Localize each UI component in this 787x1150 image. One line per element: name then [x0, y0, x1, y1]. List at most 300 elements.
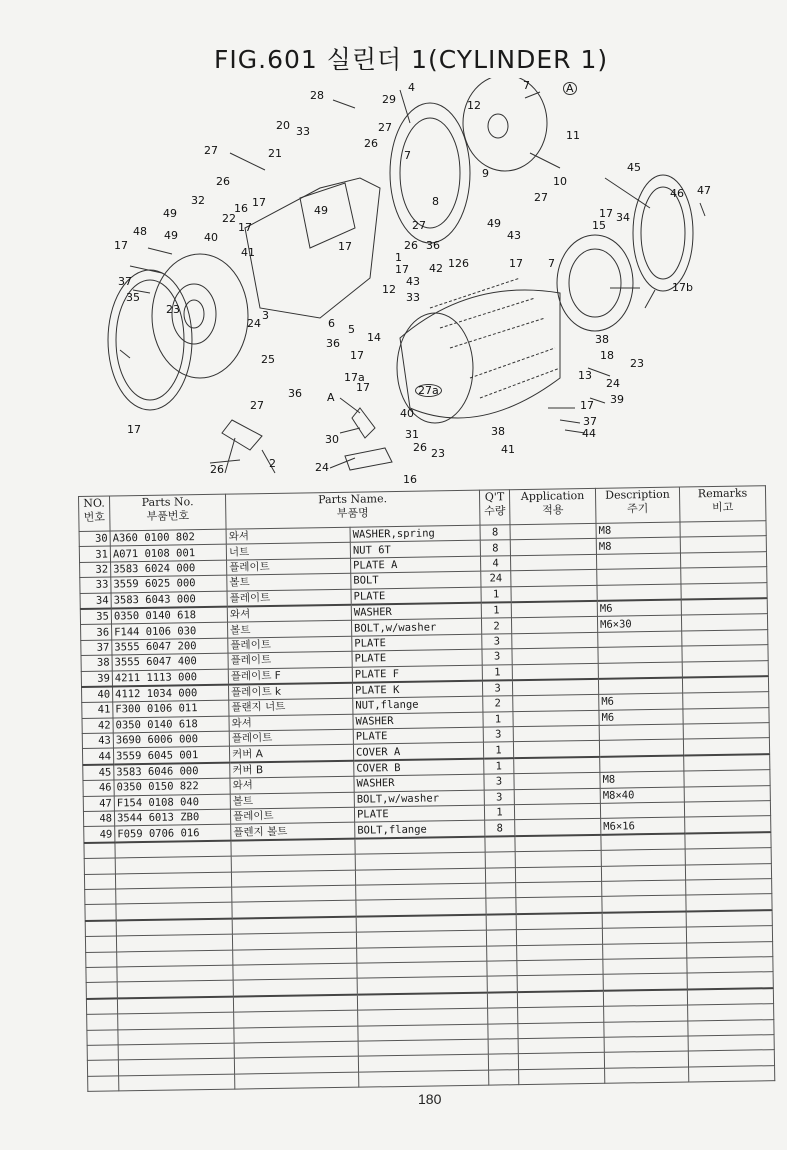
- cell-part-number: 3559 6025 000: [111, 575, 227, 592]
- header-application: Application 적용: [509, 488, 596, 524]
- cell-quantity: [486, 914, 516, 930]
- cell-row-number: 36: [81, 624, 112, 640]
- cell-part-name-korean: 플랜지 너트: [229, 699, 353, 716]
- cell-row-number: [88, 1076, 119, 1092]
- callout-label: 14: [367, 331, 381, 344]
- cell-remarks: [686, 926, 772, 943]
- callout-label: 22: [222, 212, 236, 225]
- cell-part-name-english: PLATE: [352, 649, 482, 666]
- callout-label: 34: [616, 211, 630, 224]
- cell-application: [513, 741, 599, 758]
- cell-description: [598, 677, 682, 694]
- cell-part-name-korean: 볼트: [227, 573, 351, 590]
- cell-part-name-korean: 플레이트: [229, 729, 353, 746]
- cell-application: [514, 773, 600, 790]
- callout-label: 17: [356, 381, 370, 394]
- parts-table-body: [79, 521, 775, 1092]
- cell-quantity: 24: [481, 571, 511, 587]
- callout-label: 24: [315, 461, 329, 474]
- callout-label: 9: [482, 167, 489, 180]
- page-number: 180: [418, 1091, 442, 1107]
- cell-part-name-english: PLATE: [351, 587, 481, 605]
- cell-remarks: [689, 1065, 775, 1082]
- cell-quantity: [488, 1023, 518, 1039]
- cell-description: [601, 865, 685, 882]
- cell-remarks: [680, 536, 766, 553]
- callout-label: 11: [566, 129, 580, 142]
- cell-part-name-korean: [233, 994, 357, 1012]
- cell-quantity: 3: [484, 774, 514, 790]
- cell-remarks: [681, 614, 767, 631]
- callout-label: 28: [310, 89, 324, 102]
- callout-label: 29: [382, 93, 396, 106]
- cell-application: [515, 851, 601, 868]
- cell-application: [514, 803, 600, 820]
- cell-part-number: [117, 980, 233, 998]
- callout-label: 27a: [415, 384, 442, 397]
- cell-remarks: [688, 1004, 774, 1021]
- cell-remarks: [681, 567, 767, 584]
- cell-remarks: [684, 770, 770, 787]
- cell-part-name-english: NUT,flange: [353, 696, 483, 713]
- callout-label: 26: [216, 175, 230, 188]
- cell-application: [512, 632, 598, 649]
- cell-quantity: [486, 883, 516, 899]
- callout-label: A: [563, 82, 577, 95]
- cell-part-name-english: BOLT: [351, 571, 481, 588]
- cell-description: [602, 911, 686, 928]
- cell-row-number: 40: [81, 686, 112, 702]
- cell-application: [516, 881, 602, 898]
- callout-label: 37: [583, 415, 597, 428]
- cell-part-name-korean: 와셔: [230, 776, 354, 793]
- cell-row-number: 46: [83, 780, 114, 796]
- cell-part-name-korean: 플레이트: [228, 636, 352, 653]
- cell-part-number: [119, 1074, 235, 1091]
- cell-row-number: 35: [80, 608, 111, 624]
- cell-application: [512, 679, 598, 696]
- cell-part-number: 0350 0140 618: [113, 716, 229, 733]
- cell-quantity: 1: [481, 602, 511, 618]
- cell-part-number: [118, 1043, 234, 1060]
- cell-part-number: [118, 1028, 234, 1045]
- cell-part-name-korean: [231, 839, 355, 857]
- callout-label: 49: [164, 229, 178, 242]
- cell-application: [513, 710, 599, 727]
- cell-row-number: [86, 998, 117, 1014]
- callout-label: 39: [610, 393, 624, 406]
- cell-description: [603, 973, 687, 990]
- cell-part-name-english: BOLT,w/washer: [354, 790, 484, 807]
- callout-label: 4: [408, 81, 415, 94]
- callout-label: 26: [404, 239, 418, 252]
- cell-application: [516, 913, 602, 930]
- cell-part-name-korean: 너트: [226, 543, 350, 560]
- callout-label: 27: [204, 144, 218, 157]
- cell-row-number: [85, 920, 116, 936]
- cell-remarks: [687, 957, 773, 974]
- cell-row-number: 33: [80, 577, 111, 593]
- callout-label: 27: [412, 219, 426, 232]
- cell-remarks: [683, 723, 769, 740]
- callout-label: 1: [395, 251, 402, 264]
- callout-label: 23: [431, 447, 445, 460]
- cell-part-name-korean: 플레이트: [230, 807, 354, 824]
- cell-quantity: [487, 945, 517, 961]
- callout-label: 17: [238, 221, 252, 234]
- cell-quantity: 3: [483, 727, 513, 743]
- cell-remarks: [682, 660, 768, 677]
- cell-part-name-english: WASHER: [353, 712, 483, 729]
- cell-description: M6: [597, 599, 681, 616]
- cell-application: [510, 554, 596, 571]
- callout-label: 17: [338, 240, 352, 253]
- cell-quantity: [487, 961, 517, 977]
- cell-quantity: [485, 852, 515, 868]
- cell-part-name-english: PLATE: [352, 634, 482, 651]
- cell-part-name-korean: [232, 901, 356, 919]
- callout-label: 6: [328, 317, 335, 330]
- cell-remarks: [687, 941, 773, 958]
- header-part-name: Parts Name. 부품명: [225, 490, 480, 529]
- header-part-number: Parts No. 부품번호: [110, 494, 227, 531]
- cell-description: [603, 943, 687, 960]
- callout-label: 26: [413, 441, 427, 454]
- cell-application: [512, 647, 598, 664]
- cell-application: [510, 523, 596, 540]
- cell-quantity: [485, 867, 515, 883]
- cell-quantity: [489, 1069, 519, 1085]
- cell-application: [517, 975, 603, 992]
- cell-description: [598, 646, 682, 663]
- cell-application: [512, 663, 598, 680]
- callout-label: 36: [326, 337, 340, 350]
- cell-row-number: 38: [81, 655, 112, 671]
- cell-remarks: [685, 832, 771, 849]
- cell-part-number: 3583 6046 000: [114, 763, 230, 781]
- cell-part-number: [115, 840, 231, 858]
- cell-remarks: [681, 582, 767, 599]
- cell-description: [596, 553, 680, 570]
- cell-description: M8: [596, 537, 680, 554]
- cell-part-number: 0350 0150 822: [114, 778, 230, 795]
- callout-label: 13: [578, 369, 592, 382]
- callout-label: 20: [276, 119, 290, 132]
- callout-label: 45: [627, 161, 641, 174]
- header-quantity: Q'T 수량: [479, 490, 510, 525]
- cell-remarks: [683, 738, 769, 755]
- cell-description: M6×30: [597, 615, 681, 632]
- cell-part-number: F059 0706 016: [115, 825, 231, 843]
- cell-part-number: [117, 996, 233, 1014]
- cell-part-name-korean: 볼트: [230, 792, 354, 809]
- cell-quantity: 1: [483, 711, 513, 727]
- callout-label: 33: [406, 291, 420, 304]
- cell-row-number: [84, 858, 115, 874]
- cell-application: [515, 835, 601, 852]
- cell-remarks: [687, 972, 773, 989]
- callout-label: 38: [595, 333, 609, 346]
- callout-label: 17: [509, 257, 523, 270]
- cell-remarks: [684, 754, 770, 771]
- cell-quantity: 1: [481, 586, 511, 602]
- end-plate-part: [152, 254, 248, 378]
- cell-part-name-korean: [233, 979, 357, 997]
- cell-quantity: [485, 836, 515, 852]
- callout-label: 26: [210, 463, 224, 476]
- cell-row-number: 48: [83, 811, 114, 827]
- callout-label: 10: [553, 175, 567, 188]
- callout-label: 126: [448, 257, 469, 270]
- callout-label: 43: [406, 275, 420, 288]
- cell-description: [599, 739, 683, 756]
- cell-part-name-korean: [235, 1072, 359, 1089]
- cell-description: M8: [600, 771, 684, 788]
- cell-quantity: 2: [481, 618, 511, 634]
- cell-quantity: [487, 976, 517, 992]
- cylinder-drum-part: [400, 290, 560, 418]
- callout-label: 18: [600, 349, 614, 362]
- callout-label: 41: [501, 443, 515, 456]
- callout-label: 37: [118, 275, 132, 288]
- cell-row-number: [87, 1029, 118, 1045]
- cell-description: [598, 662, 682, 679]
- cell-part-name-english: WASHER: [351, 603, 481, 621]
- cell-description: [604, 1036, 688, 1053]
- cell-quantity: 4: [480, 555, 510, 571]
- callout-label: 17: [395, 263, 409, 276]
- cell-quantity: 8: [480, 525, 510, 541]
- cell-remarks: [682, 676, 768, 693]
- cell-part-number: 3559 6045 001: [113, 747, 229, 765]
- callout-label: 16: [403, 473, 417, 486]
- cell-application: [517, 944, 603, 961]
- cell-quantity: 8: [485, 820, 515, 836]
- callout-label: 17: [252, 196, 266, 209]
- cell-part-name-korean: 커버 A: [229, 745, 353, 763]
- cell-remarks: [685, 863, 771, 880]
- cell-remarks: [680, 551, 766, 568]
- callout-label: 7: [548, 257, 555, 270]
- cell-part-name-korean: 플레이트 k: [228, 683, 352, 701]
- cell-quantity: 3: [482, 649, 512, 665]
- cell-remarks: [680, 521, 766, 538]
- callout-label: 49: [314, 204, 328, 217]
- cell-application: [517, 959, 603, 976]
- cell-quantity: 1: [483, 742, 513, 758]
- cell-part-number: F154 0108 040: [114, 794, 230, 811]
- cell-application: [514, 757, 600, 774]
- cell-row-number: 41: [82, 702, 113, 718]
- cell-part-number: 3583 6043 000: [111, 591, 227, 609]
- cell-description: [604, 1020, 688, 1037]
- cell-row-number: 49: [84, 826, 115, 842]
- cell-remarks: [683, 707, 769, 724]
- cell-row-number: [87, 1060, 118, 1076]
- cell-quantity: 3: [482, 633, 512, 649]
- cell-part-number: A071 0108 001: [110, 545, 226, 562]
- cell-part-number: 0350 0140 618: [111, 607, 227, 625]
- cell-description: [602, 880, 686, 897]
- cell-part-number: [116, 887, 232, 904]
- cell-quantity: [487, 992, 517, 1008]
- callout-label: 26: [364, 137, 378, 150]
- cell-row-number: [84, 874, 115, 890]
- disc-part: [390, 103, 470, 243]
- callout-label: 17a: [344, 371, 365, 384]
- cell-part-name-korean: 플렌지 볼트: [231, 823, 355, 841]
- cell-part-number: 4211 1113 000: [112, 669, 228, 687]
- cell-application: [516, 928, 602, 945]
- cell-quantity: 1: [482, 664, 512, 680]
- header-remarks: Remarks 비고: [679, 486, 766, 522]
- cell-quantity: [486, 898, 516, 914]
- cell-part-number: [117, 950, 233, 967]
- callout-label: 21: [268, 147, 282, 160]
- cell-application: [518, 1037, 604, 1054]
- cell-part-name-english: PLATE: [353, 727, 483, 744]
- cover-b-part: [633, 175, 693, 294]
- callout-label: 16: [234, 202, 248, 215]
- cell-part-name-english: COVER A: [353, 743, 483, 761]
- cell-description: [597, 584, 681, 601]
- callout-label: 36: [288, 387, 302, 400]
- cell-part-name-english: WASHER,spring: [350, 525, 480, 542]
- cell-application: [514, 788, 600, 805]
- cell-part-name-korean: 볼트: [228, 621, 352, 638]
- cell-quantity: [486, 930, 516, 946]
- cell-part-number: 4112 1034 000: [112, 685, 228, 703]
- callout-label: 17: [114, 239, 128, 252]
- cell-description: M6: [599, 709, 683, 726]
- cell-description: [602, 927, 686, 944]
- cell-row-number: 31: [79, 546, 110, 562]
- cell-description: M8×40: [600, 787, 684, 804]
- callout-label: 24: [606, 377, 620, 390]
- cell-description: [601, 833, 685, 850]
- cell-description: [602, 895, 686, 912]
- cell-row-number: [87, 1045, 118, 1061]
- cell-quantity: 1: [484, 805, 514, 821]
- cell-part-name-korean: 플레이트: [228, 651, 352, 668]
- cell-part-number: [116, 903, 232, 921]
- callout-label: 44: [582, 427, 596, 440]
- cell-row-number: 43: [82, 733, 113, 749]
- callout-label: 49: [163, 207, 177, 220]
- exploded-view-diagram: [0, 78, 787, 498]
- cell-part-name-korean: 플레이트: [227, 589, 351, 607]
- callout-label: 38: [491, 425, 505, 438]
- cell-part-number: [115, 856, 231, 873]
- cell-description: [603, 989, 687, 1006]
- cell-quantity: 8: [480, 540, 510, 556]
- cell-description: [604, 1005, 688, 1022]
- cell-row-number: 39: [81, 670, 112, 686]
- cell-row-number: [84, 842, 115, 858]
- cell-description: [601, 849, 685, 866]
- cell-remarks: [686, 910, 772, 927]
- cell-application: [516, 897, 602, 914]
- callout-label: 3: [262, 309, 269, 322]
- cell-part-number: 3555 6047 400: [112, 653, 228, 670]
- cell-quantity: 3: [482, 680, 512, 696]
- callout-label: 31: [405, 428, 419, 441]
- cell-part-name-english: [359, 1070, 489, 1087]
- cell-application: [511, 617, 597, 634]
- cell-part-name-korean: 플레이트 F: [228, 667, 352, 685]
- top-disc-part: [463, 78, 547, 171]
- callout-label: 15: [592, 219, 606, 232]
- cell-row-number: 32: [80, 562, 111, 578]
- callout-label: 7: [523, 79, 530, 92]
- cell-application: [511, 585, 597, 602]
- cell-description: [600, 802, 684, 819]
- cell-part-name-english: PLATE: [354, 805, 484, 822]
- callout-label: 33: [296, 125, 310, 138]
- cell-application: [510, 539, 596, 556]
- cell-description: [598, 631, 682, 648]
- cell-row-number: 30: [79, 531, 110, 547]
- cell-row-number: [87, 1014, 118, 1030]
- cell-application: [513, 725, 599, 742]
- parts-list-table: [78, 485, 775, 1092]
- callout-label: 27: [250, 399, 264, 412]
- callout-label: 27: [534, 191, 548, 204]
- cell-row-number: 37: [81, 640, 112, 656]
- callout-label: 12: [382, 283, 396, 296]
- cell-quantity: 1: [484, 758, 514, 774]
- cell-remarks: [683, 692, 769, 709]
- cell-part-name-english: WASHER: [354, 774, 484, 791]
- cell-part-name-korean: 와셔: [227, 605, 351, 623]
- cell-description: [597, 568, 681, 585]
- callout-label: 48: [133, 225, 147, 238]
- cell-row-number: [85, 936, 116, 952]
- cell-part-number: F144 0106 030: [112, 623, 228, 640]
- callout-label: 27: [378, 121, 392, 134]
- callout-label: 35: [126, 291, 140, 304]
- cell-part-number: [117, 965, 233, 982]
- cell-remarks: [688, 1035, 774, 1052]
- cell-part-number: [116, 934, 232, 951]
- callout-label: 17: [599, 207, 613, 220]
- cell-remarks: [686, 894, 772, 911]
- cell-remarks: [685, 816, 771, 833]
- cell-remarks: [686, 879, 772, 896]
- callout-label: 7: [404, 149, 411, 162]
- cell-part-name-english: PLATE F: [352, 665, 482, 683]
- callout-label: 17: [350, 349, 364, 362]
- cell-part-number: A360 0100 802: [110, 529, 226, 546]
- cell-application: [518, 1006, 604, 1023]
- cell-remarks: [682, 645, 768, 662]
- cell-remarks: [684, 785, 770, 802]
- cell-part-name-english: PLATE A: [351, 556, 481, 573]
- cell-description: [605, 1067, 689, 1084]
- cell-application: [517, 991, 603, 1008]
- cell-part-name-english: BOLT,flange: [355, 821, 485, 839]
- cell-row-number: [85, 904, 116, 920]
- cell-part-name-english: COVER B: [354, 759, 484, 777]
- callout-label: 43: [507, 229, 521, 242]
- cell-part-name-english: PLATE K: [352, 681, 482, 699]
- callout-label: 49: [487, 217, 501, 230]
- cell-remarks: [684, 801, 770, 818]
- cell-quantity: [488, 1039, 518, 1055]
- cell-part-number: [118, 1058, 234, 1075]
- cell-part-number: [118, 1012, 234, 1029]
- callout-label: 40: [204, 231, 218, 244]
